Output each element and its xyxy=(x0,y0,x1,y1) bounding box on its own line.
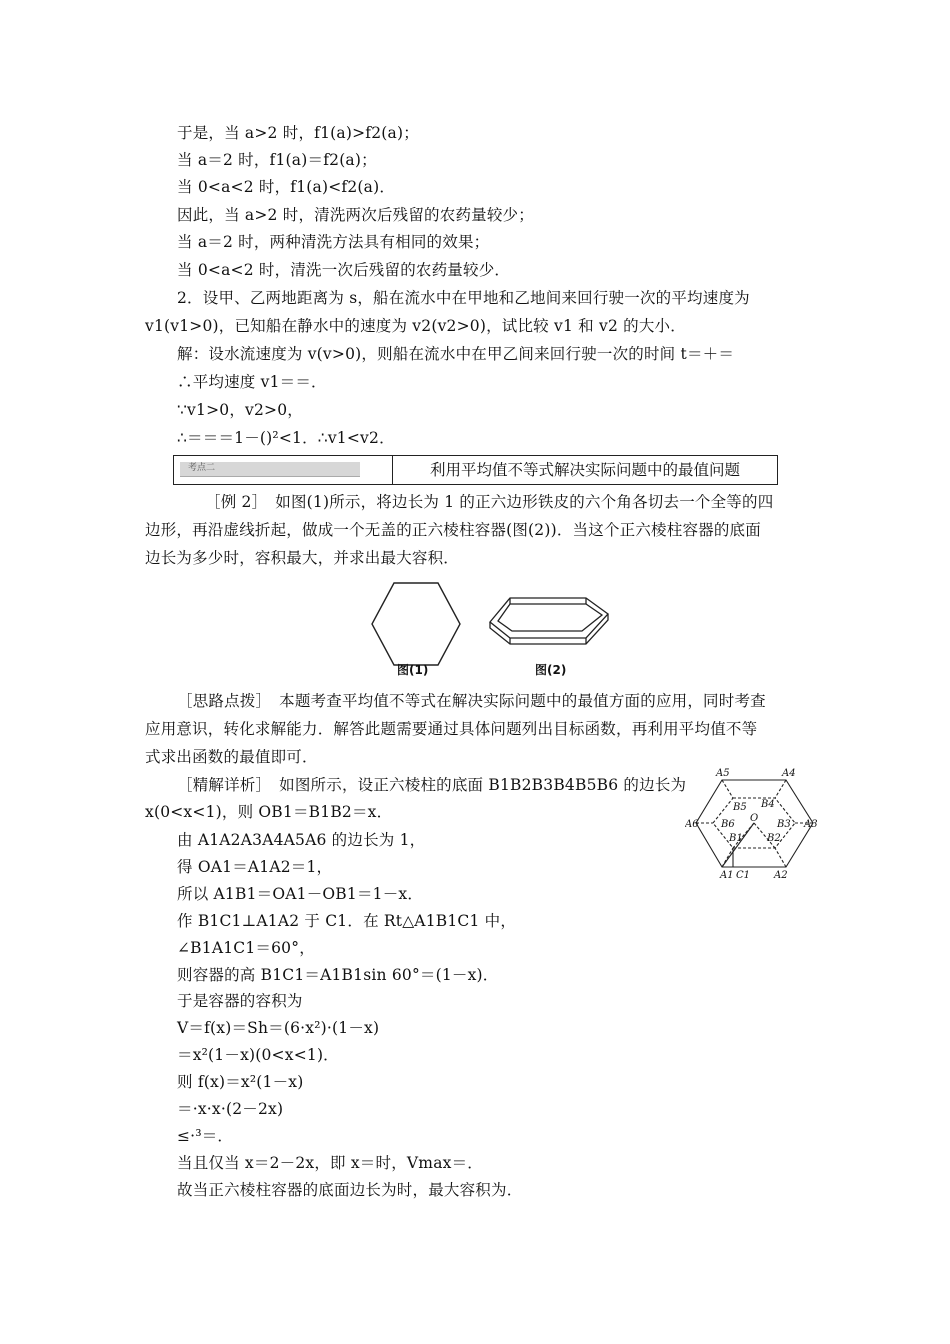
text-line: ∠B1A1C1＝60°， xyxy=(177,939,315,957)
text-line: ∵v1>0，v2>0， xyxy=(177,401,303,419)
figure-2-caption: 图(2) xyxy=(535,663,567,677)
label-o: O xyxy=(750,813,759,824)
text-line: 因此，当 a>2 时，清洗两次后残留的农药量较少； xyxy=(177,206,534,224)
label-b1: B1 xyxy=(729,833,743,844)
text-line: v1(v1>0)，已知船在静水中的速度为 v2(v2>0)，试比较 v1 和 v2 的大小． xyxy=(145,317,686,335)
label-a1: A1 xyxy=(720,870,734,881)
text-line: 故当正六棱柱容器的底面边长为时，最大容积为． xyxy=(177,1181,523,1199)
text-line: ＝·x·x·(2－2x) xyxy=(177,1100,284,1118)
section-tag xyxy=(180,462,360,477)
text-line: 则容器的高 B1C1＝A1B1sin 60°＝(1－x)． xyxy=(177,966,499,984)
flat-hexagon xyxy=(372,583,460,665)
text-line: 当 a＝2 时，f1(a)＝f2(a)； xyxy=(177,151,377,169)
section-tag-label: 考点二 xyxy=(188,463,216,473)
text-line: ［思路点拨］ 本题考查平均值不等式在解决实际问题中的最值方面的应用，同时考查 xyxy=(177,692,766,710)
text-line: V＝f(x)＝Sh＝(6·x²)·(1－x) xyxy=(177,1019,380,1037)
text-line: 由 A1A2A3A4A5A6 的边长为 1， xyxy=(177,831,426,849)
text-line: 于是，当 a>2 时，f1(a)>f2(a)； xyxy=(177,124,419,142)
text-line: 当且仅当 x＝2－2x，即 x＝时，Vmax＝． xyxy=(177,1154,483,1172)
section-title: 利用平均值不等式解决实际问题中的最值问题 xyxy=(429,461,740,479)
text-line: 所以 A1B1＝OA1－OB1＝1－x． xyxy=(177,885,424,903)
label-b6: B6 xyxy=(721,819,735,830)
figure-1-caption: 图(1) xyxy=(397,663,429,677)
text-line: 当 0<a<2 时，清洗一次后残留的农药量较少． xyxy=(177,261,511,279)
hexagon-prism xyxy=(490,598,608,644)
section-banner xyxy=(173,455,778,485)
text-line: 式求出函数的最值即可． xyxy=(145,748,318,766)
text-line: ∴平均速度 v1＝＝． xyxy=(177,373,327,391)
text-line: ［精解详析］ 如图所示，设正六棱柱的底面 B1B2B3B4B5B6 的边长为 xyxy=(177,776,687,794)
text-line: ≤·³＝． xyxy=(177,1127,234,1145)
label-b3: B3 xyxy=(777,819,791,830)
label-b2: B2 xyxy=(767,833,781,844)
text-line: 边长为多少时，容积最大，并求出最大容积． xyxy=(145,549,460,567)
label-a4: A4 xyxy=(782,768,796,779)
text-line: 应用意识，转化求解能力．解答此题需要通过具体问题列出目标函数，再利用平均值不等 xyxy=(145,720,758,738)
label-a6: A6 xyxy=(685,819,699,830)
text-line: 2．设甲、乙两地距离为 s，船在流水中在甲地和乙地间来回行驶一次的平均速度为 xyxy=(177,289,750,307)
label-a3: A3 xyxy=(804,819,818,830)
text-line: x(0<x<1)，则 OB1＝B1B2＝x． xyxy=(145,803,393,821)
label-a5: A5 xyxy=(716,768,730,779)
text-line: 当 a＝2 时，两种清洗方法具有相同的效果； xyxy=(177,233,490,251)
geometry-diagram xyxy=(685,765,825,885)
text-line: 于是容器的容积为 xyxy=(177,992,303,1010)
text-line: ＝x²(1－x)(0<x<1)． xyxy=(177,1046,339,1064)
label-b4: B4 xyxy=(761,799,775,810)
text-line: 作 B1C1⊥A1A2 于 C1．在 Rt△A1B1C1 中， xyxy=(177,912,517,930)
text-line: ［例 2］ 如图(1)所示，将边长为 1 的正六边形铁皮的六个角各切去一个全等的四 xyxy=(205,493,774,511)
text-line: 则 f(x)＝x²(1－x) xyxy=(177,1073,304,1091)
text-line: ∴＝＝＝1－()²<1．∴v1<v2． xyxy=(177,429,395,447)
label-b5: B5 xyxy=(733,802,747,813)
text-line: 边形，再沿虚线折起，做成一个无盖的正六棱柱容器(图(2))．当这个正六棱柱容器的底面 xyxy=(145,521,761,539)
label-c1: C1 xyxy=(736,870,751,881)
text-line: 解：设水流速度为 v(v>0)，则船在流水中在甲乙间来回行驶一次的时间 t＝＋＝ xyxy=(177,345,735,363)
text-line: 得 OA1＝A1A2＝1， xyxy=(177,858,333,876)
label-a2: A2 xyxy=(774,870,788,881)
text-line: 当 0<a<2 时，f1(a)<f2(a)． xyxy=(177,178,396,196)
